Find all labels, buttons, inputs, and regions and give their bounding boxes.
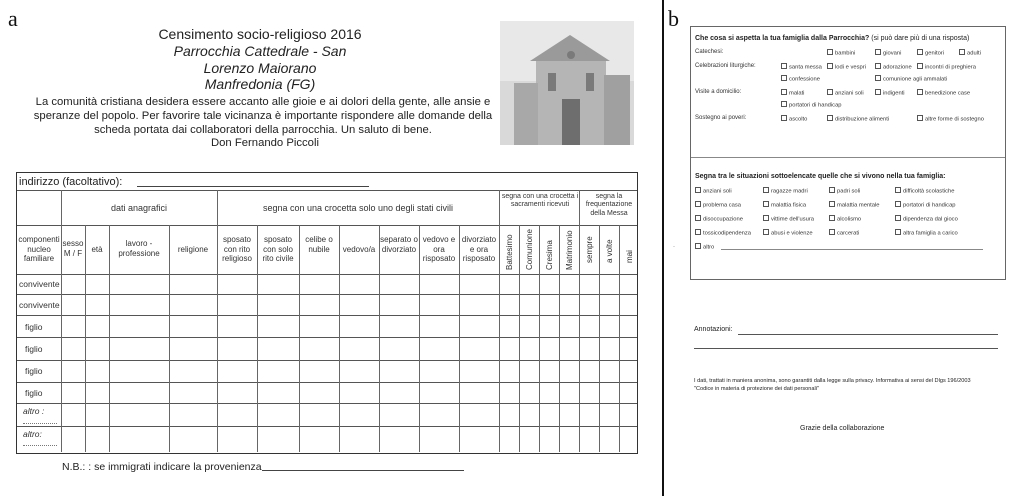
checkbox-benedizione-case[interactable]: benedizione case bbox=[917, 89, 970, 97]
church-photo bbox=[500, 21, 634, 145]
checkbox-santa-messa[interactable]: santa messa bbox=[781, 63, 822, 71]
group-stati-civili: segna con una crocetta solo uno degli stati civili bbox=[262, 203, 454, 213]
checkbox-altro[interactable]: altro bbox=[695, 243, 714, 251]
checkbox-malati[interactable]: malati bbox=[781, 89, 804, 97]
nb-note: N.B.: : se immigrati indicare la provenienza bbox=[62, 461, 262, 473]
checkbox-situazione[interactable]: padri soli bbox=[829, 187, 860, 195]
address-field[interactable] bbox=[137, 186, 369, 187]
col-componenti: componenti nucleo familiare bbox=[18, 235, 60, 264]
checkbox-situazione[interactable]: abusi e violenze bbox=[763, 229, 813, 237]
address-label: indirizzo (facoltativo): bbox=[19, 176, 123, 188]
checkbox-situazione[interactable]: difficoltà scolastiche bbox=[895, 187, 954, 195]
row-label: altro : bbox=[23, 406, 45, 416]
col-mai: mai bbox=[625, 250, 634, 263]
col-a-volte: a volte bbox=[605, 239, 614, 263]
col-cresima: Cresima bbox=[545, 240, 554, 270]
col-vedovo: vedovo/a bbox=[342, 245, 376, 254]
label-sostegno: Sostegno ai poveri: bbox=[695, 115, 747, 121]
checkbox-ascolto[interactable]: ascolto bbox=[781, 115, 807, 123]
checkbox-indigenti[interactable]: indigenti bbox=[875, 89, 905, 97]
checkbox-genitori[interactable]: genitori bbox=[917, 49, 944, 57]
group-messa: segna la frequentazione della Messa bbox=[585, 193, 633, 217]
checkbox-situazione[interactable]: ragazze madri bbox=[763, 187, 808, 195]
checkbox-confessione[interactable]: confessione bbox=[781, 75, 820, 83]
form-title bbox=[150, 26, 370, 93]
checkbox-adorazione[interactable]: adorazione bbox=[875, 63, 912, 71]
checkbox-situazione[interactable]: dipendenza dal gioco bbox=[895, 215, 958, 223]
questionnaire-page bbox=[690, 26, 1006, 280]
col-comunione: Comunione bbox=[525, 229, 534, 270]
col-vedovo-risposato: vedovo e ora risposato bbox=[422, 235, 456, 264]
checkbox-situazione[interactable]: altra famiglia a carico bbox=[895, 229, 958, 237]
col-rito-religioso: sposato con rito religioso bbox=[222, 235, 252, 264]
annotations-field-2[interactable] bbox=[694, 348, 998, 349]
col-sesso: sesso M / F bbox=[62, 239, 84, 258]
signature: Don Fernando Piccoli bbox=[210, 137, 319, 149]
label-catechesi: Catechesi: bbox=[695, 49, 724, 55]
checkbox-portatori-handicap[interactable]: portatori di handicap bbox=[781, 101, 842, 109]
annotations-label: Annotazioni: bbox=[694, 326, 733, 333]
thanks-text: Grazie della collaborazione bbox=[800, 425, 885, 432]
col-matrimonio: Matrimonio bbox=[565, 230, 574, 270]
privacy-line-1: I dati, trattati in maniera anonima, sono garantiti dalla legge sulla privacy. Informativa ai sensi del Dlgs 196/2003 bbox=[694, 378, 971, 384]
question-1: Che cosa si aspetta la tua famiglia dalla Parrocchia? (si può dare più di una risposta) bbox=[695, 35, 970, 42]
row-label: figlio bbox=[25, 366, 43, 376]
row-label: figlio bbox=[25, 344, 43, 354]
checkbox-situazione[interactable]: malattia fisica bbox=[763, 201, 806, 209]
scan-mark: · bbox=[673, 244, 675, 250]
checkbox-situazione[interactable]: tossicodipendenza bbox=[695, 229, 751, 237]
row-label: figlio bbox=[25, 322, 43, 332]
row-label: convivente bbox=[19, 300, 60, 310]
census-table bbox=[16, 172, 638, 454]
question-2: Segna tra le situazioni sottoelencate quelle che si vivono nella tua famiglia: bbox=[695, 173, 946, 180]
checkbox-situazione[interactable]: vittime dell'usura bbox=[763, 215, 814, 223]
col-divorziato-risposato: divorziato e ora risposato bbox=[461, 235, 497, 264]
checkbox-giovani[interactable]: giovani bbox=[875, 49, 901, 57]
checkbox-incontri-preghiera[interactable]: incontri di preghiera bbox=[917, 63, 976, 71]
checkbox-anziani-soli[interactable]: anziani soli bbox=[827, 89, 864, 97]
checkbox-altre-forme[interactable]: altre forme di sostegno bbox=[917, 115, 984, 123]
group-dati-anagrafici: dati anagrafici bbox=[110, 203, 168, 213]
checkbox-distribuzione-alimenti[interactable]: distribuzione alimenti bbox=[827, 115, 889, 123]
checkbox-situazione[interactable]: disoccupazione bbox=[695, 215, 743, 223]
checkbox-bambini[interactable]: bambini bbox=[827, 49, 855, 57]
provenienza-field[interactable] bbox=[262, 470, 464, 471]
privacy-note bbox=[694, 377, 994, 393]
panel-divider bbox=[662, 0, 664, 496]
label-celebrazioni: Celebrazioni liturgiche: bbox=[695, 63, 756, 69]
col-religione: religione bbox=[177, 245, 209, 254]
intro-text: La comunità cristiana desidera essere accanto alle gioie e ai dolori della gente, alle ansie e speranze del popolo. Per favorire tale vicinanza è importante rispondere alle domande della scheda portata dai collaboratori della parrocchia. Un saluto di bene. bbox=[33, 96, 493, 136]
checkbox-situazione[interactable]: portatori di handicap bbox=[895, 201, 956, 209]
panel-label-b: b bbox=[668, 6, 679, 31]
altro-field[interactable] bbox=[721, 249, 983, 250]
checkbox-situazione[interactable]: malattia mentale bbox=[829, 201, 880, 209]
label-visite: Visite a domicilio: bbox=[695, 89, 742, 95]
privacy-line-2: "Codice in materia di protezione dei dati personali" bbox=[694, 386, 819, 393]
group-sacramenti: segna con una crocetta i sacramenti ricevuti bbox=[501, 193, 579, 209]
col-separato: separato o divorziato bbox=[380, 235, 418, 254]
checkbox-lodi-vespri[interactable]: lodi e vespri bbox=[827, 63, 866, 71]
row-label: altro: bbox=[23, 429, 42, 439]
row-label: figlio bbox=[25, 388, 43, 398]
title-line-1: Censimento socio-religioso 2016 bbox=[158, 26, 362, 42]
title-line-3: Manfredonia (FG) bbox=[204, 76, 316, 93]
checkbox-adulti[interactable]: adulti bbox=[959, 49, 981, 57]
checkbox-situazione[interactable]: carcerati bbox=[829, 229, 859, 237]
checkbox-comunione-ammalati[interactable]: comunione agli ammalati bbox=[875, 75, 947, 83]
title-line-2: Parrocchia Cattedrale - San Lorenzo Maiorano bbox=[173, 42, 347, 76]
col-rito-civile: sposato con solo rito civile bbox=[262, 235, 294, 264]
checkbox-situazione[interactable]: problema casa bbox=[695, 201, 741, 209]
checkbox-situazione[interactable]: alcolismo bbox=[829, 215, 861, 223]
col-lavoro: lavoro - professione bbox=[118, 239, 160, 258]
col-celibe: celibe o nubile bbox=[305, 235, 333, 254]
row-label: convivente bbox=[19, 279, 60, 289]
panel-label-a: a bbox=[8, 6, 18, 31]
col-eta: età bbox=[91, 245, 103, 254]
col-sempre: sempre bbox=[585, 236, 594, 263]
col-battesimo: Battesimo bbox=[505, 234, 514, 270]
checkbox-situazione[interactable]: anziani soli bbox=[695, 187, 732, 195]
annotations-field[interactable] bbox=[738, 334, 998, 335]
